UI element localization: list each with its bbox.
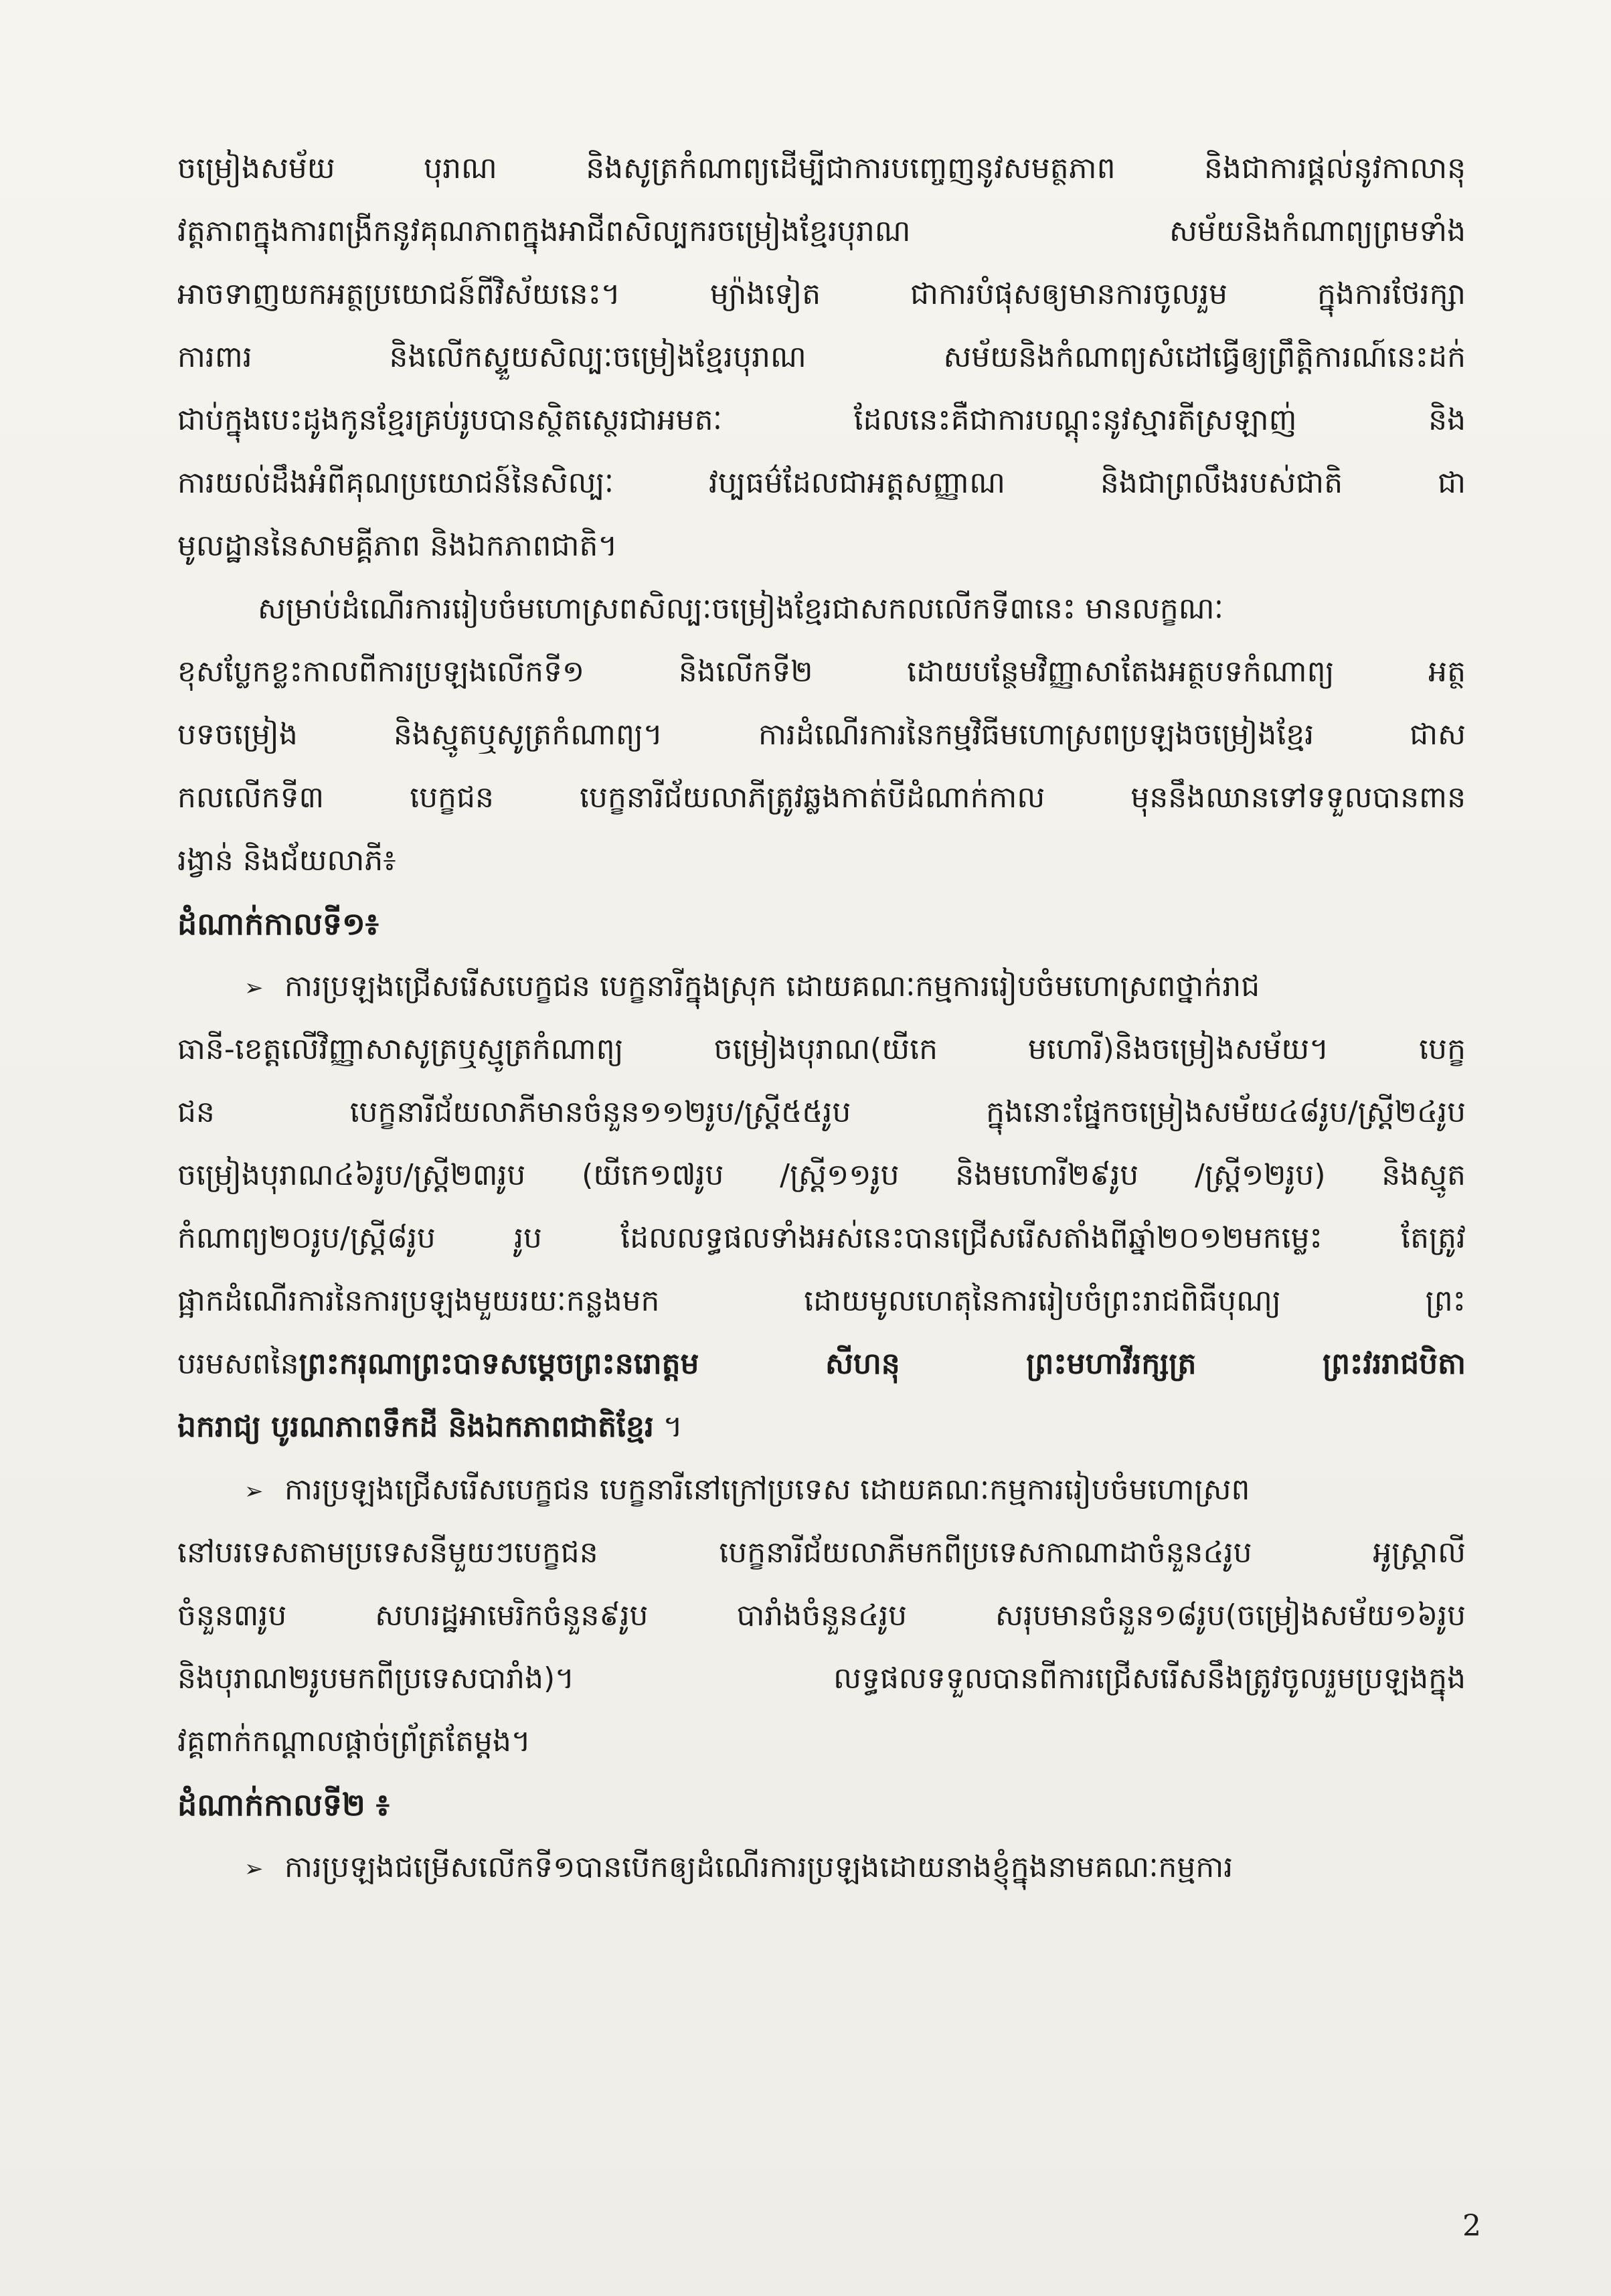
body-text: បរមសពនៃ — [177, 1347, 299, 1381]
bullet-text: ការប្រឡងជម្រើសលើកទី១បានបើកឲ្យដំណើរការប្រឡងដោយនាងខ្ញុំក្នុងនាមគណៈកម្មការ — [284, 1850, 1234, 1884]
bullet-item — [177, 1459, 1466, 1522]
body-line: ជន បេក្ខនារីជ័យលាភីមានចំនួន១១២រូប/ស្ត្រី៥៥រូប ក្នុងនោះផ្នែកចម្រៀងសម័យ៤៨រូប/ស្ត្រី២៤រូប — [177, 1095, 1466, 1129]
body-line: កលលើកទី៣ បេក្ខជន បេក្ខនារីជ័យលាភីត្រូវឆ្លងកាត់បីដំណាក់កាល មុននឹងឈានទៅទទួលបានពាន — [177, 781, 1466, 815]
bold-text: ឯករាជ្យ បូរណភាពទឹកដី និងឯកភាពជាតិខ្មែរ — [177, 1410, 654, 1444]
body-line: ខុសប្លែកខ្លះកាលពីការប្រឡងលើកទី១ និងលើកទី២ ដោយបន្ថែមវិញ្ញាសាតែងអត្ថបទកំណាព្យ អត្ថ — [177, 655, 1466, 689]
body-line: កំណាព្យ២០រូប/ស្ត្រី៨រូប រូប ដែលលទ្ធផលទាំងអស់នេះបានជ្រើសរើសតាំងពីឆ្នាំ២០១២មកម្លេះ តែត្រូវ — [177, 1221, 1466, 1255]
body-line: ចំនួន៣រូប សហរដ្ឋអាមេរិកចំនួន៩រូប បារាំងចំនួន៤រូប សរុបមានចំនួន១៨រូប(ចម្រៀងសម័យ១៦រូប — [177, 1598, 1466, 1633]
section-heading: ដំណាក់កាលទី២ ៖ — [177, 1787, 390, 1823]
bullet-item — [177, 955, 1466, 1018]
body-line: ជាប់ក្នុងបេះដូងកូនខ្មែរគ្រប់រូបបានស្ថិតស្ថេរជាអមតៈ ដែលនេះគឺជាការបណ្តុះនូវស្មារតីស្រឡាញ់ និង — [177, 403, 1466, 437]
bullet-item — [177, 1836, 1466, 1899]
body-line: ចម្រៀងសម័យ បុរាណ និងសូត្រកំណាព្យដើម្បីជាការបញ្ចេញនូវសមត្ថភាព និងជាការផ្តល់នូវកាលានុ — [177, 151, 1466, 185]
bullet-arrow-icon: ➢ — [244, 975, 264, 1001]
bullet-text: ការប្រឡងជ្រើសរើសបេក្ខជន បេក្ខនារីក្នុងស្រុក ដោយគណៈកម្មការរៀបចំមហោស្រពថ្នាក់រាជ — [284, 969, 1260, 1003]
body-line: ការពារ និងលើកស្ទួយសិល្បៈចម្រៀងខ្មែរបុរាណ សម័យនិងកំណាព្យសំដៅធ្វើឲ្យព្រឹត្តិការណ៍នេះដក់ — [177, 340, 1466, 374]
body-line: ធានី-ខេត្តលើវិញ្ញាសាសូត្រឬស្មូត្រកំណាព្យ ចម្រៀងបុរាណ(យីកេ មហោរី)និងចម្រៀងសម័យ។ បេក្ខ — [177, 1032, 1466, 1066]
bullet-text: ការប្រឡងជ្រើសរើសបេក្ខជន បេក្ខនារីនៅក្រៅប្រទេស ដោយគណៈកម្មការរៀបចំមហោស្រព — [284, 1473, 1250, 1507]
bullet-arrow-icon: ➢ — [244, 1856, 264, 1882]
section-heading: ដំណាក់កាលទី១៖ — [177, 906, 379, 942]
body-line: ផ្អាកដំណើរការនៃការប្រឡងមួយរយៈកន្លងមក ដោយមូលហេតុនៃការរៀបចំព្រះរាជពិធីបុណ្យ ព្រះ — [177, 1284, 1466, 1318]
body-line: អាចទាញយកអត្ថប្រយោជន៍ពីវិស័យនេះ។ ម្យ៉ាងទៀត ជាការបំផុសឲ្យមានការចូលរួម ក្នុងការថែរក្សា — [177, 277, 1466, 311]
body-line: ការយល់ដឹងអំពីគុណប្រយោជន៍នៃសិល្បៈ វប្បធម៌ដែលជាអត្តសញ្ញាណ និងជាព្រលឹងរបស់ជាតិ ជា — [177, 466, 1466, 500]
body-line: មូលដ្ឋាននៃសាមគ្គីភាព និងឯកភាពជាតិ។ — [177, 529, 618, 563]
body-line: រង្វាន់ និងជ័យលាភី៖ — [177, 843, 396, 878]
page-number: 2 — [1462, 2209, 1481, 2243]
body-line — [177, 1333, 1466, 1396]
body-line: ចម្រៀងបុរាណ៤៦រូប/ស្ត្រី២៣រូប (យីកេ១៧រូប /ស្ត្រី១១រូប និងមហោរី២៩រូប /ស្ត្រី១២រូប) និងស្មូត — [177, 1158, 1466, 1192]
body-line: នៅបរទេសតាមប្រទេសនីមួយៗបេក្ខជន បេក្ខនារីជ័យលាភីមកពីប្រទេសកាណាដាចំនួន៤រូប អូស្ត្រាលី — [177, 1536, 1466, 1570]
body-line: និងបុរាណ២រូបមកពីប្រទេសបារាំង)។ លទ្ធផលទទួលបានពីការជ្រើសរើសនឹងត្រូវចូលរួមប្រឡងក្នុង — [177, 1661, 1466, 1696]
document-body — [177, 137, 1466, 1899]
bullet-arrow-icon: ➢ — [244, 1478, 264, 1505]
bold-text: ព្រះករុណាព្រះបាទសម្តេចព្រះនរោត្តម សីហនុ ព្រះមហាវីរក្សត្រ ព្រះវររាជបិតា — [299, 1347, 1466, 1381]
body-text: ។ — [653, 1410, 683, 1444]
paragraph-first-line: សម្រាប់ដំណើរការរៀបចំមហោស្រពសិល្បៈចម្រៀងខ្មែរជាសកលលើកទី៣នេះ មានលក្ខណៈ — [258, 592, 1223, 626]
body-line — [177, 1396, 1466, 1459]
body-line: បទចម្រៀង និងស្មូតឬសូត្រកំណាព្យ។ ការដំណើរការនៃកម្មវិធីមហោស្រពប្រឡងចម្រៀងខ្មែរ ជាស — [177, 718, 1466, 752]
body-line: វត្តភាពក្នុងការពង្រីកនូវគុណភាពក្នុងអាជីពសិល្បករចម្រៀងខ្មែរបុរាណ សម័យនិងកំណាព្យព្រមទាំង — [177, 214, 1466, 248]
body-line: វគ្គពាក់កណ្តាលផ្តាច់ព្រ័ត្រតែម្តង។ — [177, 1724, 531, 1758]
